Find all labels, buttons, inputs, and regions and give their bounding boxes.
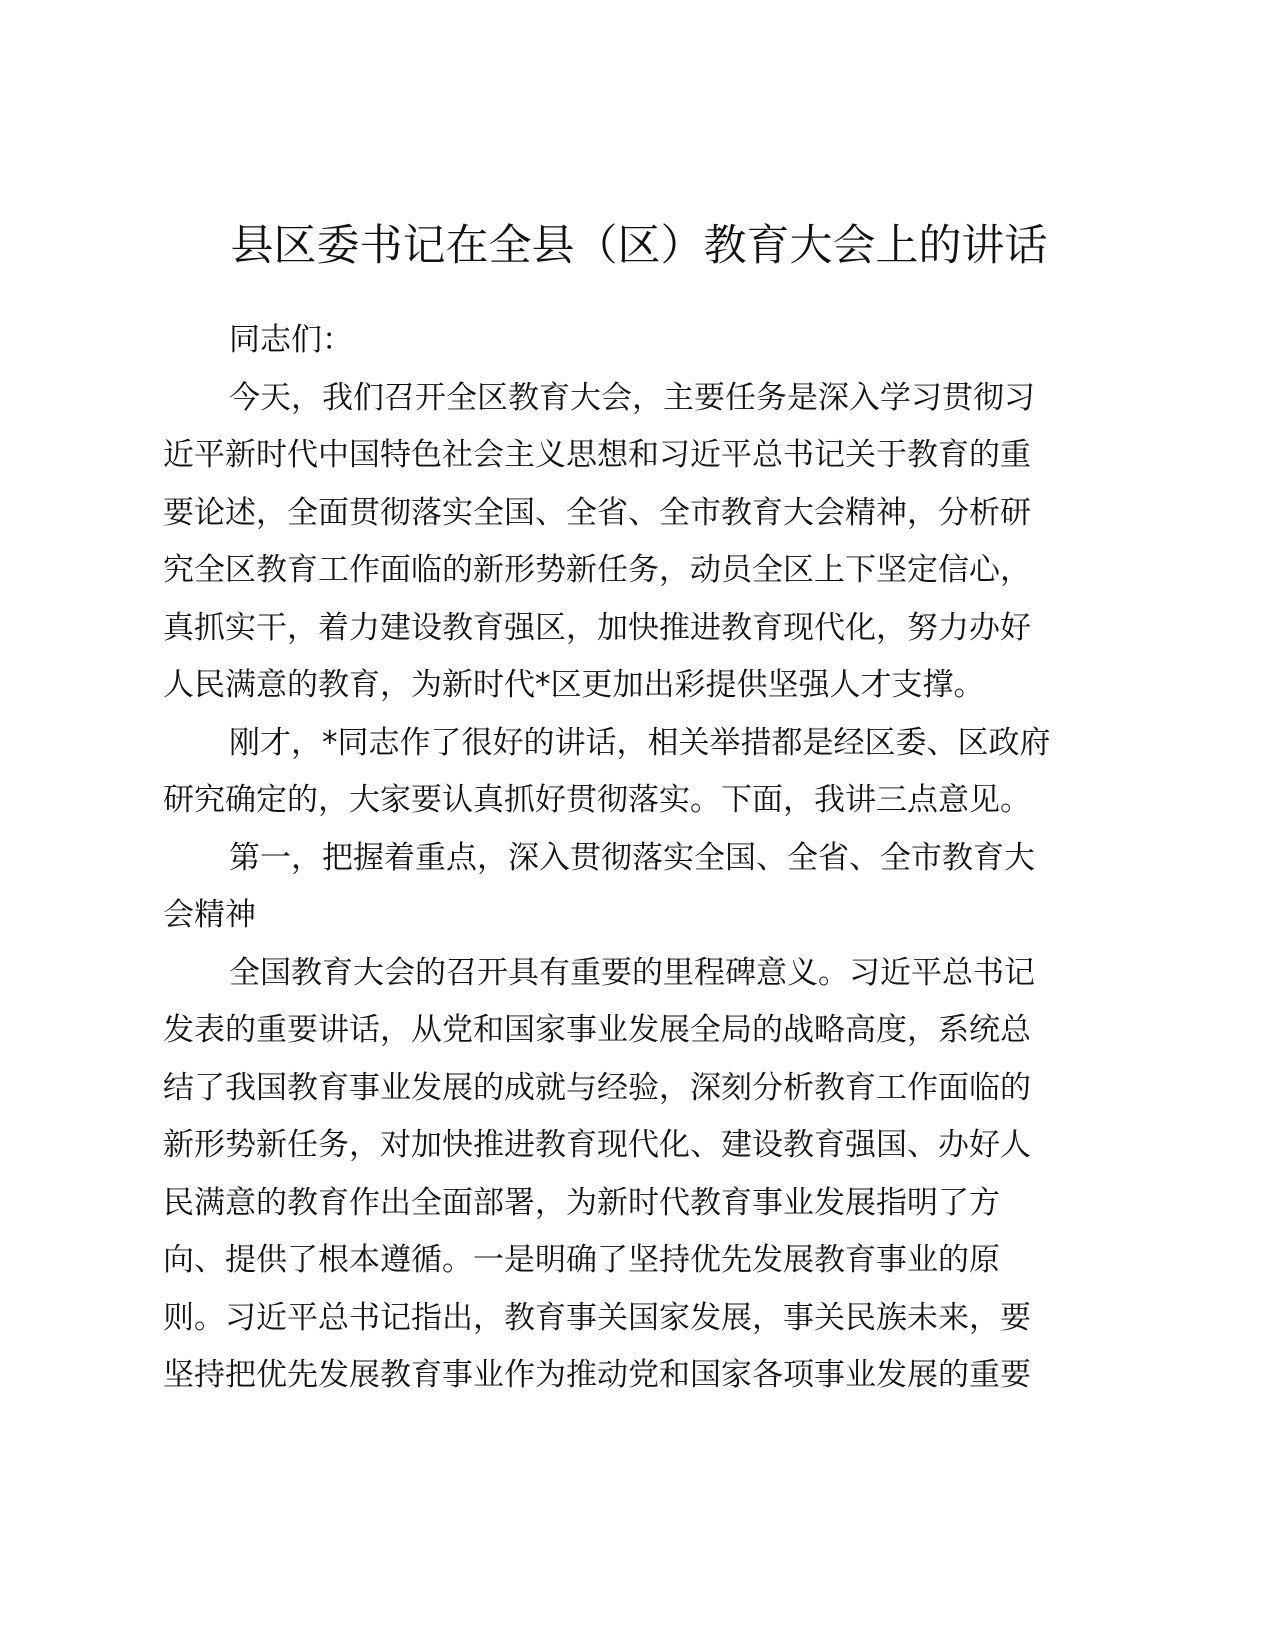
- text-line: 新形势新任务，对加快推进教育现代化、建设教育强国、办好人: [163, 1127, 1031, 1163]
- text-line: 人民满意的教育，为新时代*区更加出彩提供坚强人才支撑。: [163, 667, 985, 703]
- text-line: 研究确定的，大家要认真抓好贯彻落实。下面，我讲三点意见。: [163, 782, 1031, 818]
- text-line: 第一，把握着重点，深入贯彻落实全国、全省、全市教育大: [229, 839, 1035, 876]
- text-line: 向、提供了根本遵循。一是明确了坚持优先发展教育事业的原: [163, 1242, 1000, 1278]
- document-title: 县区委书记在全县（区）教育大会上的讲话: [230, 221, 1048, 271]
- text-line: 究全区教育工作面临的新形势新任务，动员全区上下坚定信心，: [163, 552, 1031, 588]
- text-line: 真抓实干，着力建设教育强区，加快推进教育现代化，努力办好: [163, 609, 1031, 646]
- text-line: 会精神: [163, 897, 256, 933]
- text-line: 要论述，全面贯彻落实全国、全省、全市教育大会精神，分析研: [163, 494, 1031, 531]
- text-line: 近平新时代中国特色社会主义思想和习近平总书记关于教育的重: [163, 437, 1031, 473]
- text-line: 民满意的教育作出全面部署，为新时代教育事业发展指明了方: [163, 1184, 1000, 1221]
- text-line: 同志们：: [229, 322, 353, 358]
- text-line: 结了我国教育事业发展的成就与经验，深刻分析教育工作面临的: [163, 1069, 1031, 1106]
- text-line: 则。习近平总书记指出，教育事关国家发展，事关民族未来，要: [163, 1299, 1031, 1336]
- text-line: 发表的重要讲话，从党和国家事业发展全局的战略高度，系统总: [163, 1012, 1031, 1048]
- document-body: [163, 312, 1103, 1405]
- text-line: 刚才，*同志作了很好的讲话，相关举措都是经区委、区政府: [229, 724, 1051, 761]
- text-line: 坚持把优先发展教育事业作为推动党和国家各项事业发展的重要: [163, 1357, 1031, 1393]
- text-line: 今天，我们召开全区教育大会，主要任务是深入学习贯彻习: [229, 379, 1035, 416]
- text-line: 全国教育大会的召开具有重要的里程碑意义。习近平总书记: [229, 954, 1035, 991]
